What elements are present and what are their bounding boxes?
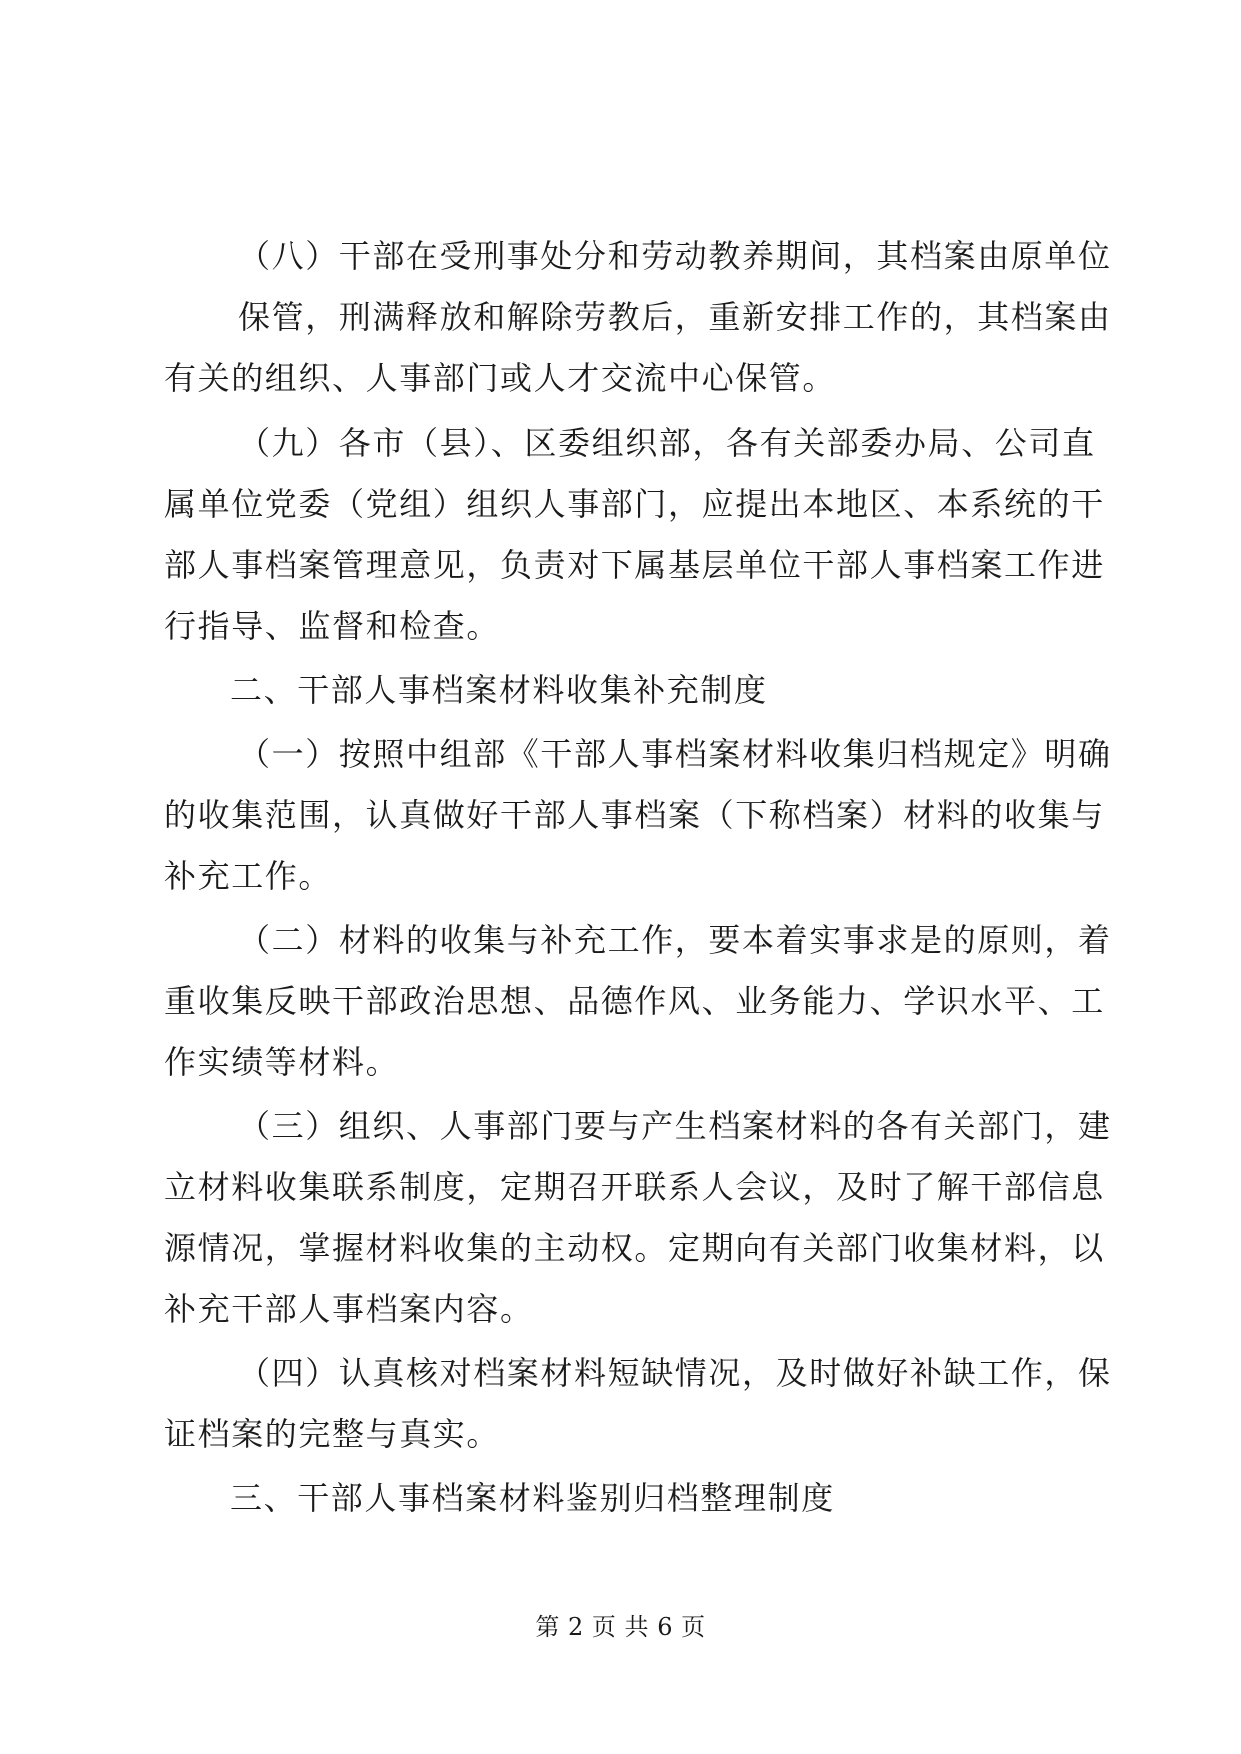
text-line-11: 补充工作。	[164, 857, 333, 895]
text-line-10: 的收集范围，认真做好干部人事档案（下称档案）材料的收集与	[164, 796, 1105, 834]
text-line-19: （四）认真核对档案材料短缺情况，及时做好补缺工作，保	[238, 1354, 1112, 1392]
text-line-3: 有关的组织、人事部门或人才交流中心保管。	[164, 359, 837, 397]
text-line-13: 重收集反映干部政治思想、品德作风、业务能力、学识水平、工	[164, 982, 1105, 1020]
page-footer: 第 2 页 共 6 页	[535, 1613, 706, 1641]
text-line-9: （一）按照中组部《干部人事档案材料收集归档规定》明确	[238, 735, 1112, 773]
text-line-6: 部人事档案管理意见，负责对下属基层单位干部人事档案工作进	[164, 546, 1105, 584]
text-line-2: 保管，刑满释放和解除劳教后，重新安排工作的，其档案由	[238, 298, 1112, 336]
text-line-5: 属单位党委（党组）组织人事部门，应提出本地区、本系统的干	[164, 485, 1105, 523]
text-line-7: 行指导、监督和检查。	[164, 607, 501, 645]
text-line-14: 作实绩等材料。	[164, 1043, 400, 1081]
text-line-17: 源情况，掌握材料收集的主动权。定期向有关部门收集材料，以	[164, 1229, 1105, 1267]
text-line-20: 证档案的完整与真实。	[164, 1415, 501, 1453]
text-line-15: （三）组织、人事部门要与产生档案材料的各有关部门，建	[238, 1107, 1112, 1145]
text-line-18: 补充干部人事档案内容。	[164, 1290, 534, 1328]
text-line-1: （八）干部在受刑事处分和劳动教养期间，其档案由原单位	[238, 237, 1112, 275]
text-line-16: 立材料收集联系制度，定期召开联系人会议，及时了解干部信息	[164, 1168, 1105, 1206]
section-heading-3: 三、干部人事档案材料鉴别归档整理制度	[230, 1479, 835, 1517]
section-heading-2: 二、干部人事档案材料收集补充制度	[230, 671, 768, 709]
text-line-4: （九）各市（县）、区委组织部，各有关部委办局、公司直	[238, 424, 1096, 462]
text-line-12: （二）材料的收集与补充工作，要本着实事求是的原则，着	[238, 921, 1112, 959]
